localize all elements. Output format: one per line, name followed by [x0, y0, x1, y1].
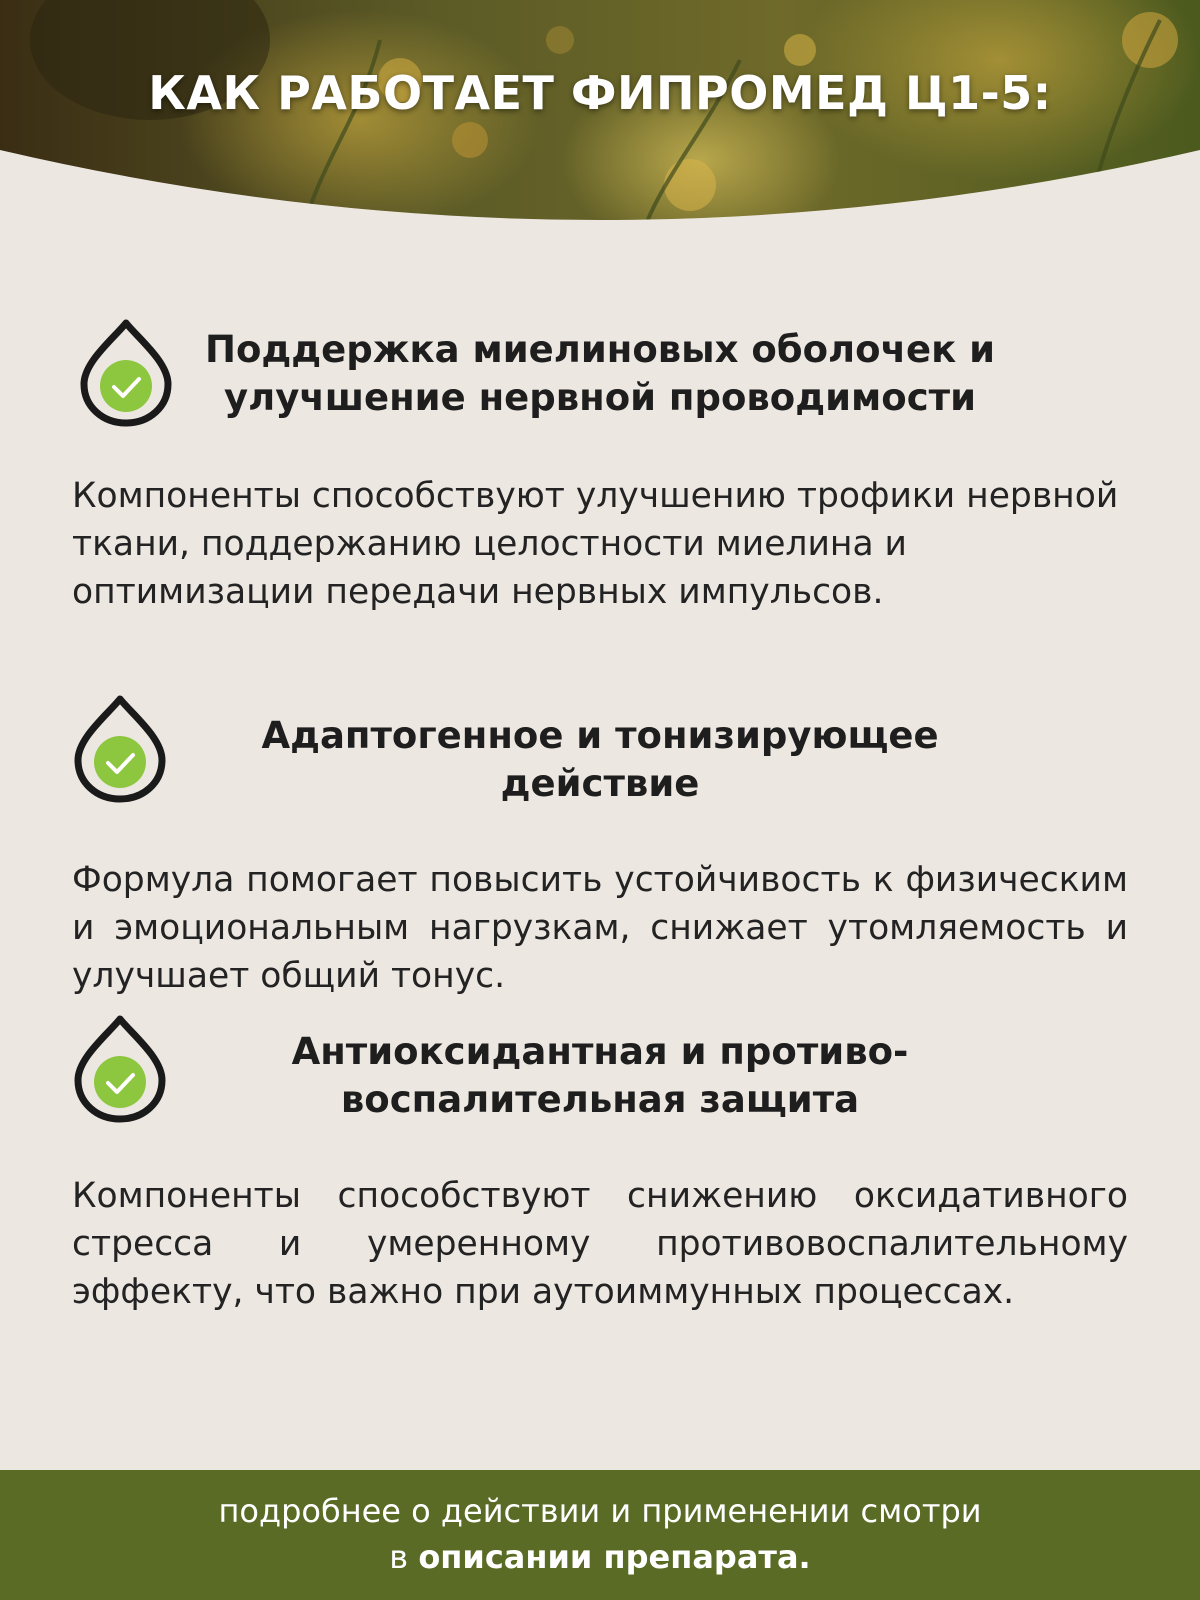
- header-banner: [0, 0, 1200, 240]
- herbal-background-image: [0, 0, 1200, 240]
- footer-line: подробнее о действии и применении смотри: [218, 1492, 982, 1530]
- feature-title: Адаптогенное и тонизирующее действие: [261, 714, 939, 805]
- feature-title: Поддержка миелиновых оболочек и улучшение нервной проводимости: [204, 328, 995, 419]
- footer-banner: [0, 1470, 1200, 1600]
- drop-check-icon: [70, 694, 170, 804]
- page-title: КАК РАБОТАЕТ ФИПРОМЕД Ц1-5:: [148, 66, 1052, 120]
- feature-description: Компоненты способствуют снижению оксидативного стресса и умеренному противовоспалительному эффекту, что важно при аутоиммунных процессах.: [72, 1176, 1128, 1312]
- description-link-text: описании препарата.: [418, 1538, 811, 1576]
- footer-line: в описании препарата.: [389, 1538, 811, 1576]
- feature-title: Антиоксидантная и противо- воспалительная защита: [291, 1030, 909, 1121]
- drop-check-icon: [70, 1014, 170, 1124]
- feature-description: Формула помогает повысить устойчивость к физическим и эмоциональным нагрузкам, снижает утомляемость и улучшает общий тонус.: [72, 860, 1128, 996]
- drop-check-icon: [76, 318, 176, 428]
- feature-description: Компоненты способствуют улучшению трофики нервной ткани, поддержанию целостности миелина и оптимизации передачи нервных импульсов.: [72, 476, 1119, 612]
